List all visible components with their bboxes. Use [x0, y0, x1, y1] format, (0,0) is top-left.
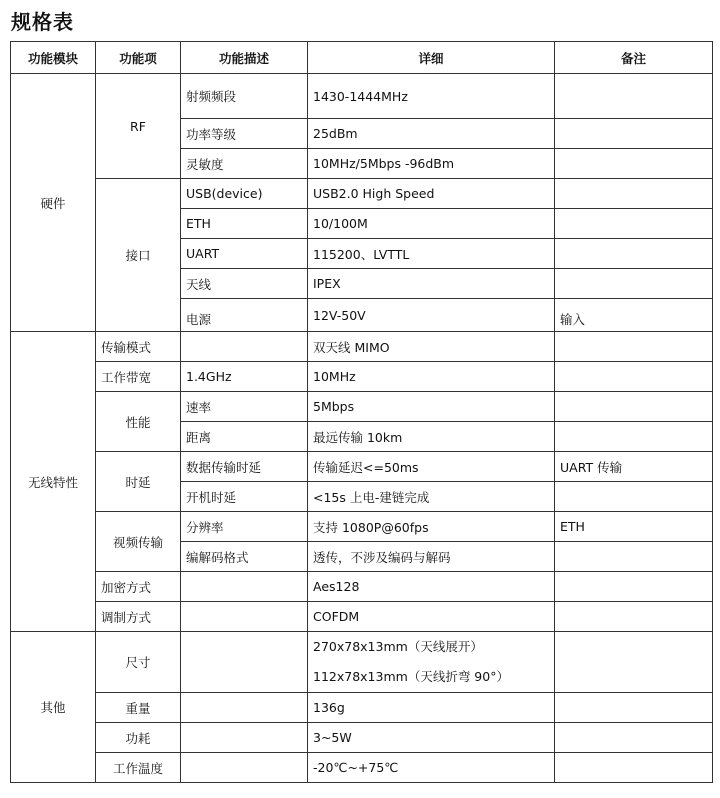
item-weight: 重量 [96, 693, 181, 723]
note-cell [555, 149, 713, 179]
desc-cell: 天线 [181, 269, 308, 299]
desc-cell: 分辨率 [181, 512, 308, 542]
desc-cell [181, 693, 308, 723]
note-cell [555, 693, 713, 723]
table-row [11, 753, 713, 783]
desc-cell: 电源 [181, 299, 308, 332]
item-bandwidth: 工作带宽 [96, 362, 181, 392]
note-cell [555, 209, 713, 239]
desc-cell: 速率 [181, 392, 308, 422]
desc-cell [181, 723, 308, 753]
detail-cell [308, 632, 555, 693]
desc-cell: UART [181, 239, 308, 269]
header-module: 功能模块 [11, 42, 96, 74]
desc-cell: USB(device) [181, 179, 308, 209]
detail-cell: -20℃~+75℃ [308, 753, 555, 783]
desc-cell: 距离 [181, 422, 308, 452]
note-cell [555, 422, 713, 452]
desc-cell [181, 332, 308, 362]
desc-cell: 1.4GHz [181, 362, 308, 392]
item-encryption: 加密方式 [96, 572, 181, 602]
note-cell [555, 119, 713, 149]
table-row [11, 572, 713, 602]
note-cell [555, 269, 713, 299]
detail-cell: 1430-1444MHz [308, 74, 555, 119]
note-cell [555, 572, 713, 602]
note-cell [555, 482, 713, 512]
table-row [11, 179, 713, 209]
table-row [11, 452, 713, 482]
desc-cell [181, 602, 308, 632]
detail-cell: <15s 上电-建链完成 [308, 482, 555, 512]
desc-cell: 数据传输时延 [181, 452, 308, 482]
desc-cell [181, 632, 308, 693]
detail-cell: 115200、LVTTL [308, 239, 555, 269]
item-size: 尺寸 [96, 632, 181, 693]
detail-cell: 最远传输 10km [308, 422, 555, 452]
module-other: 其他 [11, 632, 96, 783]
table-row [11, 74, 713, 119]
header-item: 功能项 [96, 42, 181, 74]
item-rf: RF [96, 74, 181, 179]
note-cell: 输入 [555, 299, 713, 332]
desc-cell: 射频频段 [181, 74, 308, 119]
header-detail: 详细 [308, 42, 555, 74]
note-cell [555, 239, 713, 269]
item-power: 功耗 [96, 723, 181, 753]
header-note: 备注 [555, 42, 713, 74]
note-cell [555, 332, 713, 362]
module-wireless: 无线特性 [11, 332, 96, 632]
detail-cell: 12V-50V [308, 299, 555, 332]
desc-cell: 编解码格式 [181, 542, 308, 572]
table-row [11, 602, 713, 632]
item-temperature: 工作温度 [96, 753, 181, 783]
spec-table [10, 41, 713, 783]
note-cell [555, 542, 713, 572]
detail-cell: USB2.0 High Speed [308, 179, 555, 209]
size-detail-2: 112x78x13mm（天线折弯 90°） [313, 669, 509, 684]
desc-cell: 开机时延 [181, 482, 308, 512]
table-row [11, 332, 713, 362]
item-performance: 性能 [96, 392, 181, 452]
desc-cell [181, 753, 308, 783]
module-hardware: 硬件 [11, 74, 96, 332]
header-desc: 功能描述 [181, 42, 308, 74]
note-cell [555, 392, 713, 422]
note-cell [555, 179, 713, 209]
note-cell: UART 传输 [555, 452, 713, 482]
note-cell [555, 753, 713, 783]
detail-cell: 10MHz [308, 362, 555, 392]
detail-cell: 5Mbps [308, 392, 555, 422]
desc-cell: ETH [181, 209, 308, 239]
item-interface: 接口 [96, 179, 181, 332]
note-cell [555, 74, 713, 119]
detail-cell: IPEX [308, 269, 555, 299]
detail-cell: Aes128 [308, 572, 555, 602]
table-row [11, 512, 713, 542]
detail-cell: COFDM [308, 602, 555, 632]
detail-cell: 25dBm [308, 119, 555, 149]
desc-cell: 灵敏度 [181, 149, 308, 179]
note-cell [555, 602, 713, 632]
desc-cell [181, 572, 308, 602]
page-title: 规格表 [11, 10, 74, 34]
detail-cell: 3~5W [308, 723, 555, 753]
table-header-row [11, 42, 713, 74]
detail-cell: 传输延迟<=50ms [308, 452, 555, 482]
table-row [11, 362, 713, 392]
item-transfer-mode: 传输模式 [96, 332, 181, 362]
table-row [11, 632, 713, 693]
detail-cell: 透传，不涉及编码与解码 [308, 542, 555, 572]
item-modulation: 调制方式 [96, 602, 181, 632]
table-row [11, 693, 713, 723]
note-cell: ETH [555, 512, 713, 542]
detail-cell: 支持 1080P@60fps [308, 512, 555, 542]
table-row [11, 723, 713, 753]
detail-cell: 10MHz/5Mbps -96dBm [308, 149, 555, 179]
table-row [11, 392, 713, 422]
item-video: 视频传输 [96, 512, 181, 572]
detail-cell: 10/100M [308, 209, 555, 239]
size-detail-1: 270x78x13mm（天线展开） [313, 639, 483, 654]
note-cell [555, 632, 713, 693]
detail-cell: 136g [308, 693, 555, 723]
note-cell [555, 362, 713, 392]
detail-cell: 双天线 MIMO [308, 332, 555, 362]
note-cell [555, 723, 713, 753]
desc-cell: 功率等级 [181, 119, 308, 149]
item-latency: 时延 [96, 452, 181, 512]
